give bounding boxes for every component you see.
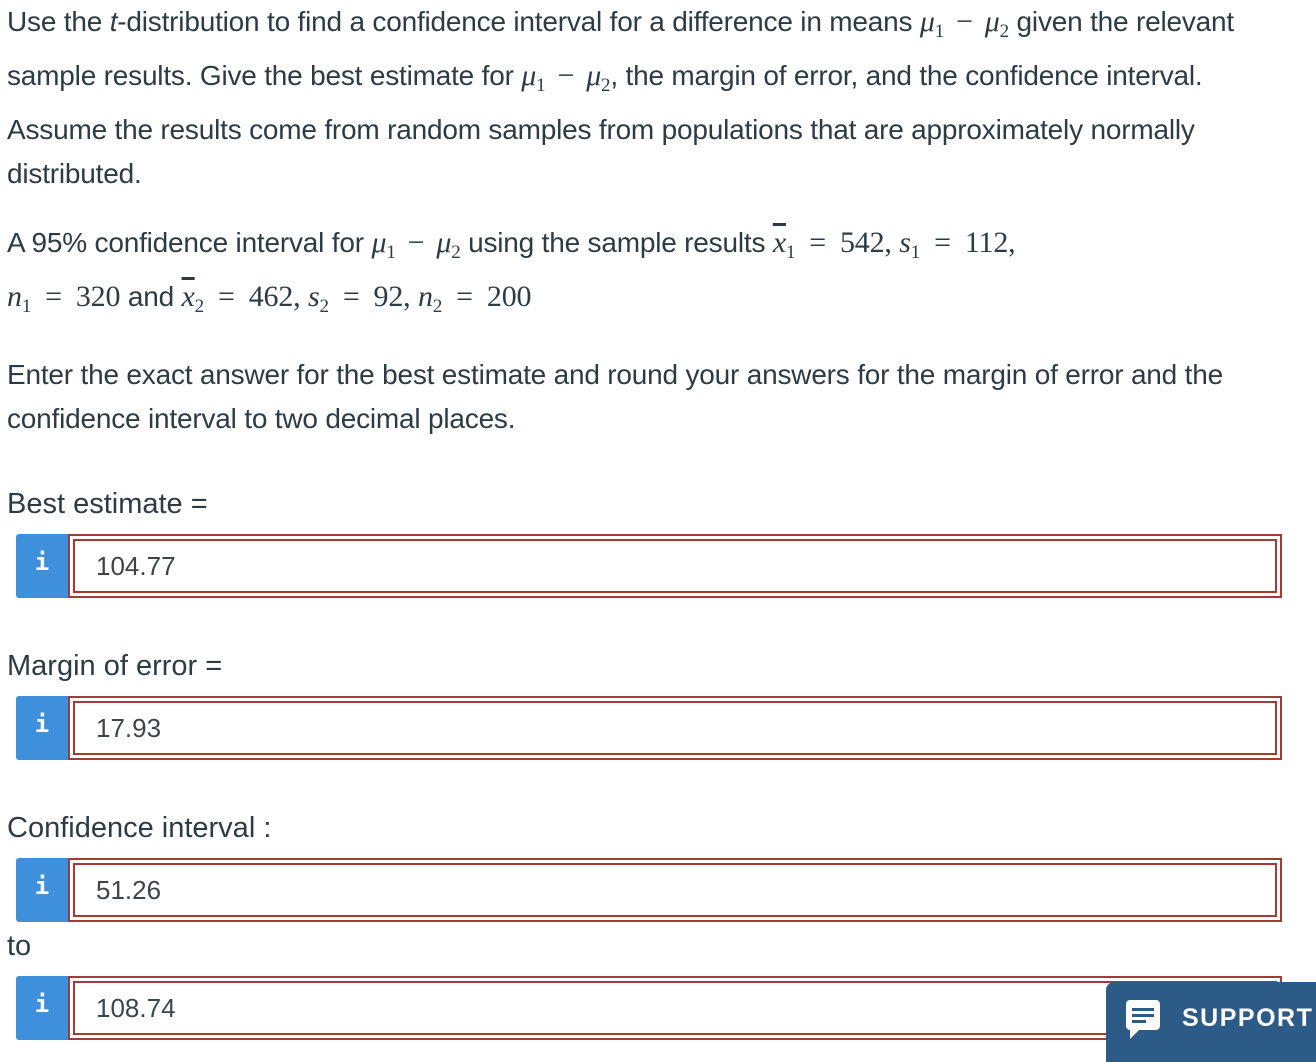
math-equals: = — [342, 280, 360, 313]
instructions: Enter the exact answer for the best estimate and round your answers for the margin of error and the confidence interval to two decimal places. — [7, 359, 1223, 434]
math-minus: − — [956, 5, 973, 38]
math-minus: − — [407, 226, 425, 259]
best-estimate-input[interactable] — [68, 534, 1282, 598]
math-n2: $n_2$ — [418, 280, 443, 317]
ci-lower-value: 51.26 — [96, 875, 162, 905]
x2-value: 462, — [248, 280, 301, 313]
to-label: to — [7, 930, 32, 962]
ci-lower-field[interactable] — [16, 858, 1282, 922]
support-button[interactable] — [1106, 982, 1316, 1062]
chat-icon — [1126, 1000, 1160, 1030]
ci-upper-field[interactable] — [16, 976, 1282, 1040]
question-intro — [7, 0, 1307, 196]
math-equals: = — [934, 226, 951, 259]
s1-value: 112, — [964, 226, 1016, 259]
math-s1: $s_1$ — [899, 226, 921, 263]
best-estimate-value: 104.77 — [96, 551, 176, 581]
s2-value: 92, — [373, 280, 411, 313]
intro-text: given the relevant sample results. Give the best estimate for — [7, 6, 1234, 91]
math-xbar2: $\overline{x}_2$ — [181, 280, 204, 317]
confidence-interval-label: Confidence interval : — [7, 812, 272, 844]
ci-text: A 95% confidence interval for — [7, 227, 372, 258]
math-equals: = — [809, 226, 826, 259]
math-mu1: $\mu_1$ — [521, 59, 546, 96]
info-icon[interactable]: i — [16, 858, 68, 922]
math-equals: = — [217, 280, 235, 313]
t-letter: t — [109, 6, 118, 37]
best-estimate-field[interactable] — [16, 534, 1282, 598]
support-label: SUPPORT — [1182, 1004, 1314, 1032]
math-mu2: $\mu_2$ — [436, 226, 461, 263]
and-word: and — [120, 281, 182, 312]
ci-upper-value: 108.74 — [96, 993, 176, 1023]
math-equals: = — [45, 280, 62, 313]
info-icon[interactable]: i — [16, 534, 68, 598]
math-mu1: $\mu_1$ — [371, 226, 396, 263]
math-minus: − — [557, 59, 575, 92]
best-estimate-label: Best estimate = — [7, 488, 208, 520]
intro-text: Use the — [7, 6, 110, 37]
math-xbar1: $\overline{x}_1$ — [772, 226, 796, 263]
info-icon[interactable]: i — [16, 976, 68, 1040]
x1-value: 542, — [840, 226, 892, 259]
n2-value: 200 — [486, 280, 532, 313]
ci-upper-input[interactable] — [68, 976, 1282, 1040]
math-mu2: $\mu_2$ — [984, 5, 1009, 42]
math-n1: $n_1$ — [7, 280, 32, 317]
question-sample-results — [7, 221, 1307, 329]
math-equals: = — [456, 280, 473, 313]
n1-value: 320 — [75, 280, 121, 313]
math-mu2: $\mu_2$ — [586, 59, 611, 96]
ci-text: using the sample results — [460, 227, 773, 258]
math-s2: $s_2$ — [308, 280, 329, 317]
margin-of-error-label: Margin of error = — [7, 650, 223, 682]
intro-text: , the margin of error, and the confidence interval. Assume the results come from random samples from populations that are approximately normally distributed. — [7, 60, 1203, 189]
margin-of-error-value: 17.93 — [96, 713, 162, 743]
margin-of-error-input[interactable] — [68, 696, 1282, 760]
info-icon[interactable]: i — [16, 696, 68, 760]
ci-lower-input[interactable] — [68, 858, 1282, 922]
intro-text: -distribution to find a confidence interval for a difference in means — [117, 6, 920, 37]
margin-of-error-field[interactable] — [16, 696, 1282, 760]
math-mu1: $\mu_1$ — [919, 5, 945, 42]
